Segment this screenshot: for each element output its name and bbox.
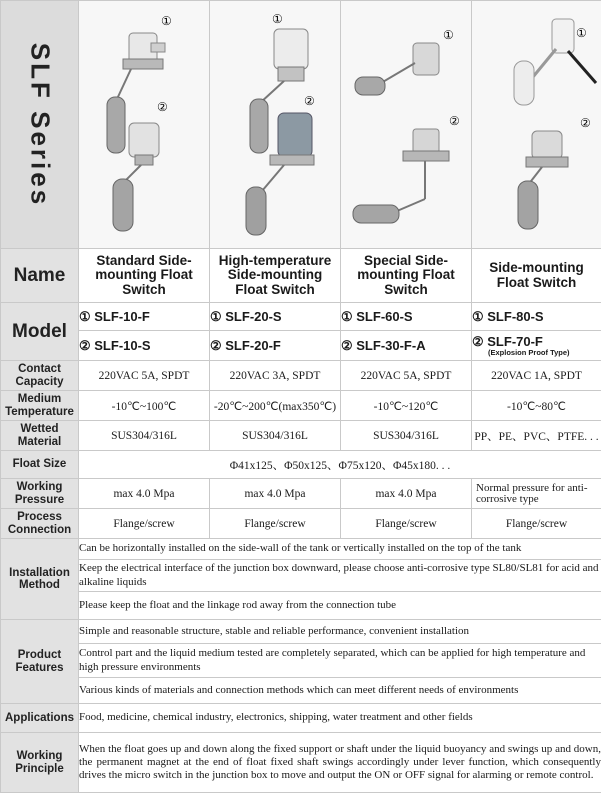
temperature-value: -20℃~200℃(max350℃) [210, 391, 341, 421]
pressure-value: max 4.0 Mpa [210, 479, 341, 509]
installation-row-3 [1, 592, 601, 620]
name-row [1, 249, 601, 303]
installation-line: Please keep the float and the linkage rod away from the connection tube [79, 592, 601, 620]
feature-line: Control part and the liquid medium tested are completely separated, which can be applied for high temperature and high pressure environments [79, 644, 601, 678]
marker-one-3: ① [443, 28, 454, 42]
connection-value: Flange/screw [341, 509, 472, 539]
product-image-1 [79, 1, 210, 249]
temperature-value: -10℃~120℃ [341, 391, 472, 421]
material-label: Wetted Material [1, 421, 79, 451]
model-label: Model [1, 303, 79, 361]
product-image-2 [210, 1, 341, 249]
float-size-value: Φ41x125、Φ50x125、Φ75x120、Φ45x180. . . [79, 451, 601, 479]
model-secondary: ② SLF-70-F [472, 334, 543, 349]
installation-row-1 [1, 539, 601, 560]
float-size-row [1, 451, 601, 479]
connection-value: Flange/screw [472, 509, 601, 539]
principle-label: Working Principle [1, 733, 79, 793]
marker-two-2: ② [304, 94, 315, 108]
installation-label: Installation Method [1, 539, 79, 620]
model-primary: ① SLF-20-S [210, 303, 341, 331]
model-secondary: ② SLF-20-F [210, 331, 341, 361]
temperature-row [1, 391, 601, 421]
pressure-label: Working Pressure [1, 479, 79, 509]
pressure-value: Normal pressure for anti-corrosive type [472, 479, 601, 509]
marker-one-4: ① [576, 26, 587, 40]
material-value: SUS304/316L [341, 421, 472, 451]
connection-row [1, 509, 601, 539]
series-title-cell [1, 1, 79, 249]
features-row-2 [1, 644, 601, 678]
float-size-label: Float Size [1, 451, 79, 479]
model-primary: ① SLF-10-F [79, 303, 210, 331]
product-image-4 [472, 1, 601, 249]
model-row-1 [1, 303, 601, 331]
material-row [1, 421, 601, 451]
name-label: Name [1, 249, 79, 303]
model-secondary: ② SLF-30-F-A [341, 331, 472, 361]
contact-value: 220VAC 5A, SPDT [341, 361, 472, 391]
connection-value: Flange/screw [79, 509, 210, 539]
temperature-value: -10℃~80℃ [472, 391, 601, 421]
installation-line: Can be horizontally installed on the side-wall of the tank or vertically installed on the top of the tank [79, 539, 601, 560]
model-primary: ① SLF-60-S [341, 303, 472, 331]
material-value: PP、PE、PVC、PTFE. . . [472, 421, 601, 451]
marker-two-1: ② [157, 100, 168, 114]
features-label: Product Features [1, 620, 79, 704]
applications-row [1, 704, 601, 733]
marker-two-4: ② [580, 116, 591, 130]
applications-label: Applications [1, 704, 79, 733]
marker-two-3: ② [449, 114, 460, 128]
applications-value: Food, medicine, chemical industry, electronics, shipping, water treatment and other fields [79, 704, 601, 733]
product-name: Side-mounting Float Switch [472, 249, 601, 303]
connection-value: Flange/screw [210, 509, 341, 539]
temperature-value: -10℃~100℃ [79, 391, 210, 421]
principle-value: When the float goes up and down along the fixed support or shaft under the liquid buoyancy and swings up and down, the permanent magnet at the end of float fixed shaft swings accordingly under lever function, which consequently drives the micro switch in the junction box to move and output the ON or OFF signal for alarming or remote control. [79, 733, 601, 793]
product-name: High-temperature Side-mounting Float Switch [210, 249, 341, 303]
contact-row [1, 361, 601, 391]
image-row [1, 1, 601, 249]
features-row-3 [1, 678, 601, 704]
contact-label: Contact Capacity [1, 361, 79, 391]
feature-line: Various kinds of materials and connection methods which can meet different needs of environments [79, 678, 601, 704]
contact-value: 220VAC 1A, SPDT [472, 361, 601, 391]
pressure-value: max 4.0 Mpa [79, 479, 210, 509]
installation-line: Keep the electrical interface of the junction box downward, please choose anti-corrosive type SL80/SL81 for acid and alkaline liquids [79, 560, 601, 592]
model-primary: ① SLF-80-S [472, 303, 601, 331]
contact-value: 220VAC 3A, SPDT [210, 361, 341, 391]
pressure-row [1, 479, 601, 509]
model-note: (Explosion Proof Type) [488, 348, 570, 357]
series-title: SLF Series [25, 42, 55, 207]
model-secondary-cell [472, 331, 601, 361]
model-row-2 [1, 331, 601, 361]
material-value: SUS304/316L [210, 421, 341, 451]
feature-line: Simple and reasonable structure, stable and reliable performance, convenient installation [79, 620, 601, 644]
material-value: SUS304/316L [79, 421, 210, 451]
features-row-1 [1, 620, 601, 644]
installation-row-2 [1, 560, 601, 592]
product-image-3 [341, 1, 472, 249]
connection-label: Process Connection [1, 509, 79, 539]
principle-row [1, 733, 601, 793]
contact-value: 220VAC 5A, SPDT [79, 361, 210, 391]
temperature-label: Medium Temperature [1, 391, 79, 421]
product-name: Special Side-mounting Float Switch [341, 249, 472, 303]
marker-one-2: ① [272, 12, 283, 26]
product-name: Standard Side-mounting Float Switch [79, 249, 210, 303]
marker-one-1: ① [161, 14, 172, 28]
pressure-value: max 4.0 Mpa [341, 479, 472, 509]
model-secondary: ② SLF-10-S [79, 331, 210, 361]
